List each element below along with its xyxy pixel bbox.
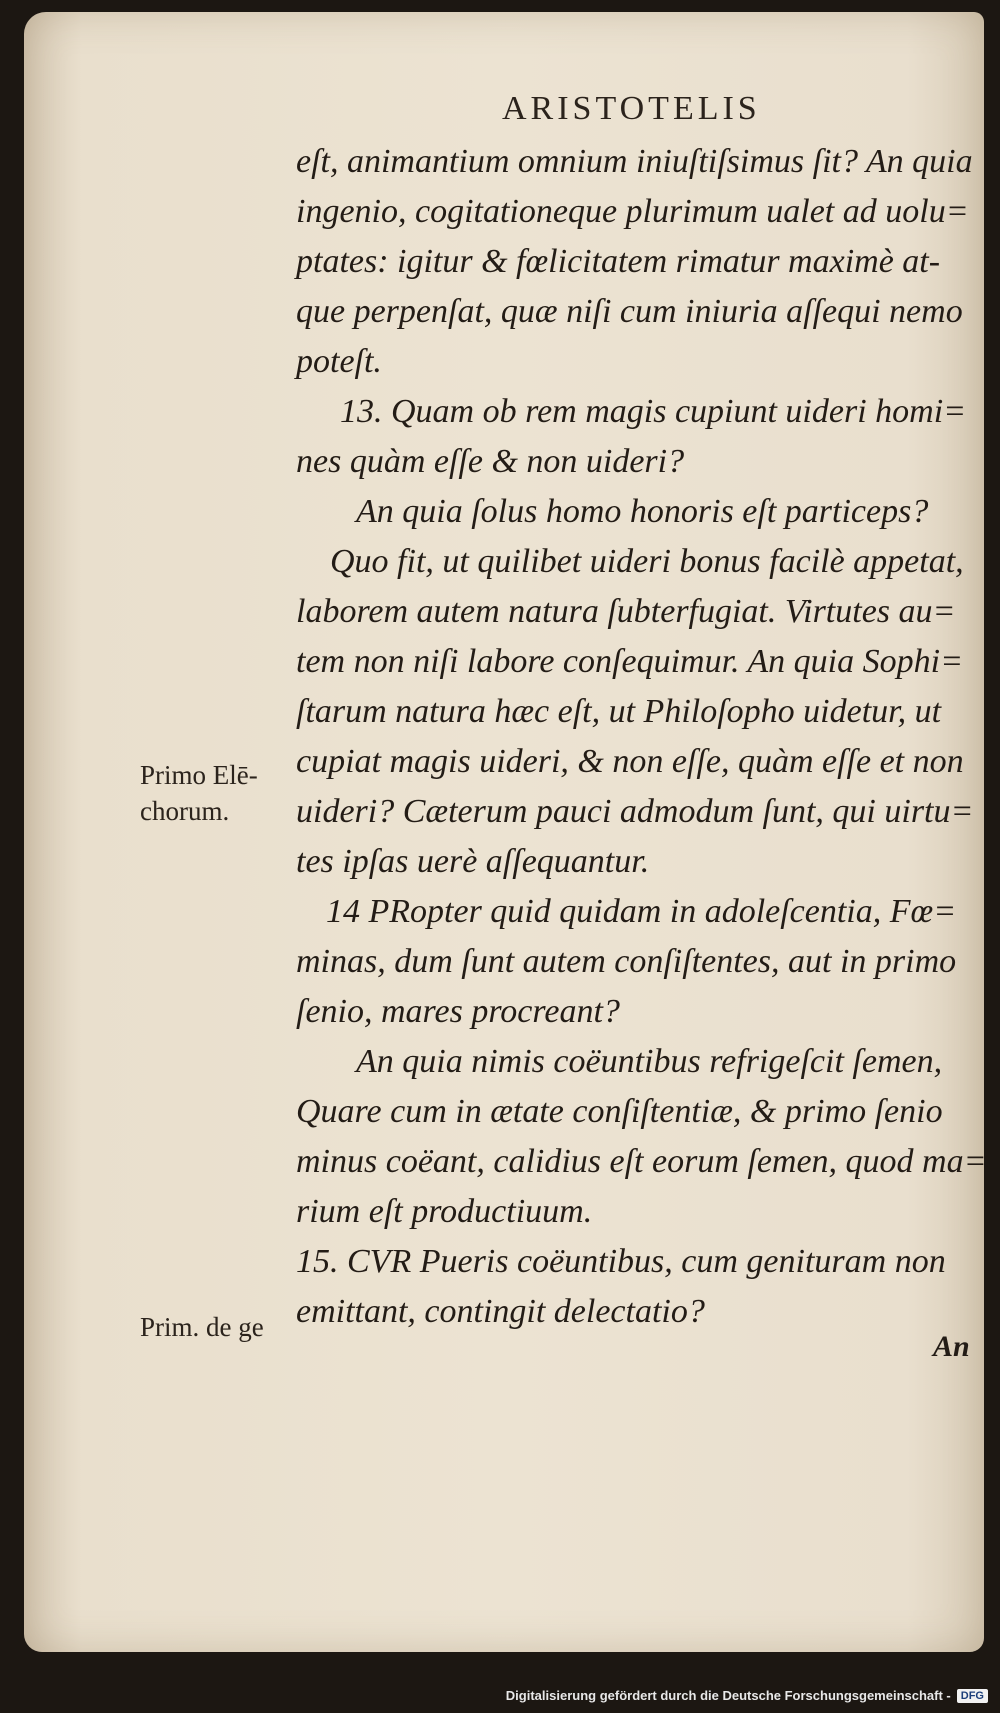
text-line: eſt, animantium omnium iniuſtiſsimus ſit? An quia bbox=[296, 143, 973, 180]
text-line: minas, dum ſunt autem conſiſtentes, aut in primo bbox=[296, 943, 957, 980]
margin-note: Prim. de ge bbox=[140, 1312, 264, 1342]
text-line: que perpenſat, quæ niſi cum iniuria aſſequi nemo bbox=[296, 293, 963, 330]
text-line: nes quàm eſſe & non uideri? bbox=[296, 443, 685, 480]
text-line: uideri? Cæterum pauci admodum ſunt, qui uirtu= bbox=[296, 793, 974, 830]
credit-text: Digitalisierung gefördert durch die Deutsche Forschungsgemeinschaft - bbox=[505, 1688, 951, 1703]
text-line: rium eſt productiuum. bbox=[296, 1193, 593, 1230]
text-line: 14 PRopter quid quidam in adoleſcentia, Fœ= bbox=[326, 893, 957, 930]
text-line: poteſt. bbox=[296, 343, 382, 380]
text-line: ptates: igitur & fœlicitatem rimatur maximè at- bbox=[296, 243, 941, 280]
text-line: minus coëant, calidius eſt eorum ſemen, quod ma= bbox=[296, 1143, 987, 1180]
text-line: emittant, contingit delectatio? bbox=[296, 1293, 705, 1330]
text-line: 13. Quam ob rem magis cupiunt uideri homi= bbox=[340, 393, 967, 430]
text-line: 15. CVR Pueris coëuntibus, cum genituram non bbox=[296, 1243, 946, 1280]
text-line: tes ipſas uerè aſſequantur. bbox=[296, 843, 650, 880]
running-head: ARISTOTELIS bbox=[502, 90, 761, 127]
dfg-logo: DFG bbox=[957, 1689, 988, 1703]
text-line: ingenio, cogitationeque plurimum ualet ad uolu= bbox=[296, 193, 969, 230]
digitization-credit bbox=[506, 1688, 988, 1703]
text-line: tem non niſi labore conſequimur. An quia Sophi= bbox=[296, 643, 964, 680]
text-line: ſtarum natura hæc eſt, ut Philoſopho uidetur, ut bbox=[296, 693, 942, 730]
text-line: laborem autem natura ſubterfugiat. Virtutes au= bbox=[296, 593, 956, 630]
text-line: Quare cum in ætate conſiſtentiæ, & primo ſenio bbox=[296, 1093, 943, 1130]
text-line: An quia ſolus homo honoris eſt particeps? bbox=[356, 493, 929, 530]
text-line: ſenio, mares procreant? bbox=[296, 993, 620, 1030]
margin-note: Primo Elē- bbox=[140, 760, 258, 790]
text-line: Quo fit, ut quilibet uideri bonus facilè appetat, bbox=[330, 543, 964, 580]
text-line: cupiat magis uideri, & non eſſe, quàm eſſe et non bbox=[296, 743, 964, 780]
margin-note: chorum. bbox=[140, 796, 230, 826]
text-line: An quia nimis coëuntibus refrigeſcit ſemen, bbox=[356, 1043, 943, 1080]
catchword: An bbox=[933, 1330, 970, 1363]
